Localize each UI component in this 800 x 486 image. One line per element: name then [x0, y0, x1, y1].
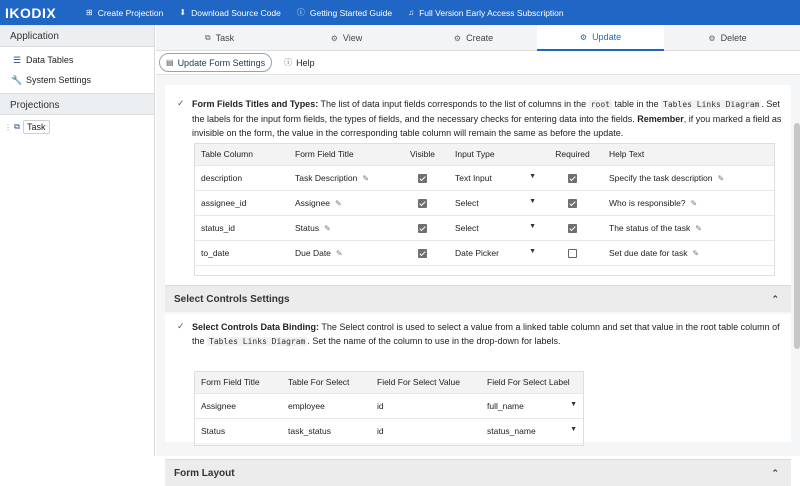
topnav-label: Getting Started Guide [309, 7, 393, 18]
drag-handle-icon[interactable]: ⋮ [4, 122, 12, 132]
column-header: Input Type [449, 144, 542, 165]
tab-label: Update [592, 32, 622, 42]
scrollbar[interactable] [794, 123, 800, 349]
pencil-icon[interactable]: ✎ [692, 248, 700, 258]
input-type-value: Text Input [455, 172, 492, 183]
dropdown-caret-icon[interactable]: ▼ [529, 197, 536, 205]
form-fields-description: Form Fields Titles and Types: The list of data input fields corresponds to the list of columns in the root table in the Tables Links Diagram . Set the labels for the input form fields, the types of fields, and the necessary checks for entering data into the fields. Remember, if you marked a field as invisible on the form, the value in the corresponding table column will remain the same as before the update. [192, 99, 782, 138]
topnav-label: Create Projection [97, 7, 164, 18]
dropdown-caret-icon[interactable]: ▼ [529, 247, 536, 255]
pencil-icon[interactable]: ✎ [334, 198, 342, 208]
table-row [195, 215, 774, 240]
help-text[interactable]: Set due date for task [609, 247, 688, 258]
visible-checkbox[interactable] [418, 174, 427, 183]
tab-1[interactable] [283, 25, 410, 51]
help-text[interactable]: Specify the task description [609, 172, 713, 183]
form-field-title-cell[interactable] [289, 165, 396, 190]
top-nav [78, 0, 572, 25]
tab-bar [156, 25, 800, 51]
visible-checkbox[interactable] [418, 224, 427, 233]
column-header: Visible [396, 144, 449, 165]
column-header: Table For Select [282, 372, 371, 393]
help-text[interactable]: Who is responsible? [609, 197, 686, 208]
plus-box-icon: ⊞ [86, 8, 93, 17]
sidebar-item-label: System Settings [26, 75, 92, 85]
cell-value-field: id [377, 425, 384, 436]
table-column-name: assignee_id [201, 197, 247, 208]
form-field-title[interactable]: Due Date [295, 247, 331, 258]
bell-icon: ♫ [408, 8, 415, 17]
column-header: Form Field Title [195, 372, 282, 393]
chevron-up-icon[interactable]: ⌃ [771, 293, 779, 304]
label-field-value: full_name [487, 400, 524, 411]
input-type-select[interactable] [449, 215, 542, 240]
topnav-label: Full Version Early Access Subscription [419, 7, 564, 18]
required-checkbox[interactable] [568, 174, 577, 183]
form-layout-header[interactable]: Form Layout ⌃ [165, 459, 791, 486]
help-circle-icon: ⓘ [284, 58, 293, 67]
content-area [165, 85, 791, 479]
table-row [195, 393, 583, 418]
cell-title: Assignee [201, 400, 236, 411]
tab-3[interactable] [537, 25, 664, 51]
gear-icon: ⚙ [330, 33, 338, 43]
column-header: Field For Select Value [371, 372, 481, 393]
column-header: Form Field Title [289, 144, 396, 165]
cell-value-field: id [377, 400, 384, 411]
dropdown-caret-icon[interactable]: ▼ [529, 222, 536, 230]
input-type-value: Select [455, 222, 479, 233]
required-checkbox[interactable] [568, 249, 577, 258]
cell-table: task_status [288, 425, 331, 436]
required-checkbox[interactable] [568, 224, 577, 233]
list-icon: ☰ [12, 54, 22, 65]
tab-label: Task [215, 33, 235, 43]
table-row [195, 165, 774, 190]
sidebar-item-1[interactable] [0, 70, 154, 90]
help-circle-icon: ⓘ [296, 8, 305, 17]
help-text[interactable]: The status of the task [609, 222, 691, 233]
form-field-title-cell[interactable] [289, 240, 396, 265]
table-column-name: status_id [201, 222, 236, 233]
tab-label: View [342, 33, 363, 43]
input-type-select[interactable] [449, 190, 542, 215]
select-controls-table [194, 371, 584, 446]
dropdown-caret-icon[interactable]: ▼ [570, 400, 577, 408]
pencil-icon[interactable]: ✎ [362, 173, 370, 183]
wrench-icon: 🔧 [11, 74, 23, 85]
column-header: Required [542, 144, 603, 165]
visible-checkbox[interactable] [418, 199, 427, 208]
pencil-icon[interactable]: ✎ [695, 223, 702, 233]
topnav-item-2[interactable] [289, 0, 400, 25]
download-icon: ⬇ [179, 8, 187, 17]
table-row [195, 418, 583, 443]
help-text-cell[interactable] [603, 240, 774, 265]
check-icon: ✓ [177, 98, 185, 108]
tab-label: Create [466, 33, 494, 43]
subtab-label: Help [296, 57, 315, 68]
cell-title: Status [201, 425, 226, 436]
form-field-title[interactable]: Task Description [295, 172, 358, 183]
table-column-name: to_date [201, 247, 230, 258]
pencil-icon[interactable]: ✎ [690, 198, 698, 208]
required-checkbox[interactable] [568, 199, 577, 208]
topnav-label: Download Source Code [191, 7, 281, 18]
main-panel [156, 25, 800, 479]
help-text-cell[interactable] [603, 215, 774, 240]
subtab-0[interactable] [159, 53, 272, 72]
label-field-select[interactable] [481, 418, 583, 443]
select-controls-header[interactable]: Select Controls Settings ⌃ [165, 285, 791, 312]
gear-icon: ⚙ [579, 32, 588, 42]
tab-2[interactable] [410, 25, 537, 51]
dropdown-caret-icon[interactable]: ▼ [570, 425, 577, 433]
column-header: Field For Select Label [481, 372, 583, 393]
form-field-title[interactable]: Assignee [295, 197, 330, 208]
tab-4[interactable] [664, 25, 791, 51]
dropdown-caret-icon[interactable]: ▼ [529, 172, 536, 180]
subtab-1[interactable] [278, 53, 321, 72]
sidebar-item-label: Data Tables [26, 55, 74, 65]
label-field-select[interactable] [481, 393, 583, 418]
table-row [195, 190, 774, 215]
topnav-item-0[interactable] [78, 0, 171, 25]
sidebar-item-0[interactable] [0, 50, 154, 70]
help-text-cell[interactable] [603, 165, 774, 190]
sidebar-header-application: Application [0, 25, 154, 47]
form-field-title-cell[interactable] [289, 190, 396, 215]
input-type-select[interactable] [449, 240, 542, 265]
pencil-icon[interactable]: ✎ [717, 173, 725, 183]
input-type-value: Select [455, 197, 479, 208]
topnav-item-1[interactable] [171, 0, 288, 25]
gear-icon: ⚙ [453, 33, 462, 43]
chevron-up-icon[interactable]: ⌃ [771, 467, 779, 478]
top-bar [0, 0, 800, 25]
subtab-bar [156, 51, 800, 75]
pencil-icon[interactable]: ✎ [335, 248, 343, 258]
column-header: Table Column [195, 144, 289, 165]
label-field-value: status_name [487, 425, 536, 436]
visible-checkbox[interactable] [418, 249, 427, 258]
table-row [195, 240, 774, 265]
diagram-icon: ⧉ [14, 122, 20, 131]
brand-logo[interactable]: IKODIX [5, 4, 57, 21]
check-icon: ✓ [177, 321, 185, 331]
topnav-item-3[interactable] [400, 0, 572, 25]
projection-label[interactable]: Task [23, 120, 50, 134]
gear-icon: ⚙ [708, 33, 716, 43]
cell-table: employee [288, 400, 325, 411]
table-column-name: description [201, 172, 243, 183]
select-controls-description: Select Controls Data Binding: The Select control is used to select a value from a linked table column and set that value in the root table column of the Tables Links Diagram . Set the name of the column to use in the drop-down for labels. [192, 322, 780, 346]
projection-item-0[interactable] [0, 117, 154, 137]
input-type-value: Date Picker [455, 247, 499, 258]
sidebar-header-projections: Projections [0, 93, 154, 115]
input-type-select[interactable] [449, 165, 542, 190]
subtab-label: Update Form Settings [177, 57, 266, 68]
form-field-title[interactable]: Status [295, 222, 320, 233]
form-field-title-cell[interactable] [289, 215, 396, 240]
diagram-icon: ⧉ [204, 33, 211, 42]
form-icon: ▤ [166, 58, 174, 67]
column-header: Help Text [603, 144, 774, 165]
tab-0[interactable] [156, 25, 283, 51]
sidebar [0, 25, 155, 456]
form-fields-table [194, 143, 775, 276]
form-fields-card [165, 85, 791, 285]
pencil-icon[interactable]: ✎ [324, 223, 331, 233]
help-text-cell[interactable] [603, 190, 774, 215]
tab-label: Delete [720, 33, 747, 43]
